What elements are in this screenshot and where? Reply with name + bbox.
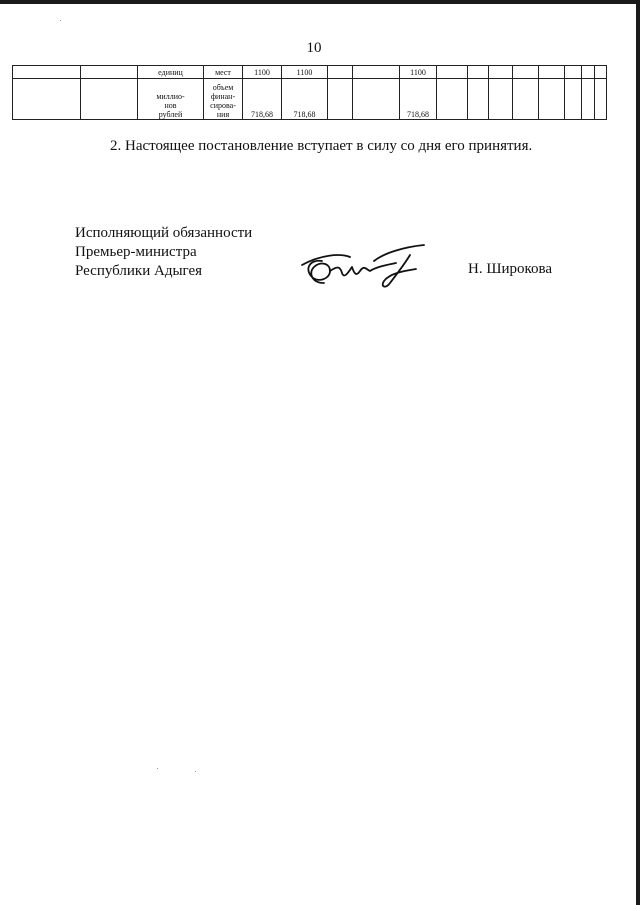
handwritten-signature (300, 243, 430, 291)
financing-table (12, 65, 607, 120)
table-cell (565, 66, 582, 79)
unit-cell: миллио- нов рублей (138, 79, 204, 120)
table-cell (468, 66, 489, 79)
indicator-cell: объем финан- сирова- ния (204, 79, 243, 120)
table-cell (513, 66, 539, 79)
table-cell (539, 79, 565, 120)
indicator-cell: мест (204, 66, 243, 79)
table-cell (468, 79, 489, 120)
table-row (13, 79, 607, 120)
table-cell (328, 79, 353, 120)
page-number: 10 (306, 40, 322, 56)
table-cell (353, 66, 400, 79)
signatory-title-line: Исполняющий обязанности (75, 225, 253, 241)
table-cell (565, 79, 582, 120)
scan-speck (195, 771, 196, 772)
table-cell (539, 66, 565, 79)
table-cell (353, 79, 400, 120)
effective-date-paragraph: 2. Настоящее постановление вступает в силу со дня его принятия. (110, 138, 533, 154)
table-cell (595, 79, 607, 120)
scan-speck (60, 20, 61, 21)
table-cell (489, 66, 513, 79)
scan-speck (157, 768, 158, 769)
table-cell (13, 79, 81, 120)
value-cell: 718,68 (243, 79, 282, 120)
table-cell (81, 79, 138, 120)
signatory-title-line: Премьер-министра (75, 244, 197, 260)
table-cell (595, 66, 607, 79)
table-cell (489, 79, 513, 120)
value-cell: 1100 (282, 66, 328, 79)
value-cell: 1100 (243, 66, 282, 79)
value-cell: 1100 (400, 66, 437, 79)
unit-cell: единиц (138, 66, 204, 79)
signatory-name: Н. Широкова (468, 261, 553, 277)
value-cell: 718,68 (282, 79, 328, 120)
signatory-title-line: Республики Адыгея (75, 263, 203, 279)
table-cell (437, 79, 468, 120)
scan-border-right (636, 0, 640, 905)
signatory-title (75, 224, 252, 281)
table-cell (513, 79, 539, 120)
table-row (13, 66, 607, 79)
table-cell (582, 79, 595, 120)
table-cell (328, 66, 353, 79)
table-cell (81, 66, 138, 79)
scan-border-top (0, 0, 640, 4)
value-cell: 718,68 (400, 79, 437, 120)
table-cell (437, 66, 468, 79)
table-cell (13, 66, 81, 79)
table-cell (582, 66, 595, 79)
